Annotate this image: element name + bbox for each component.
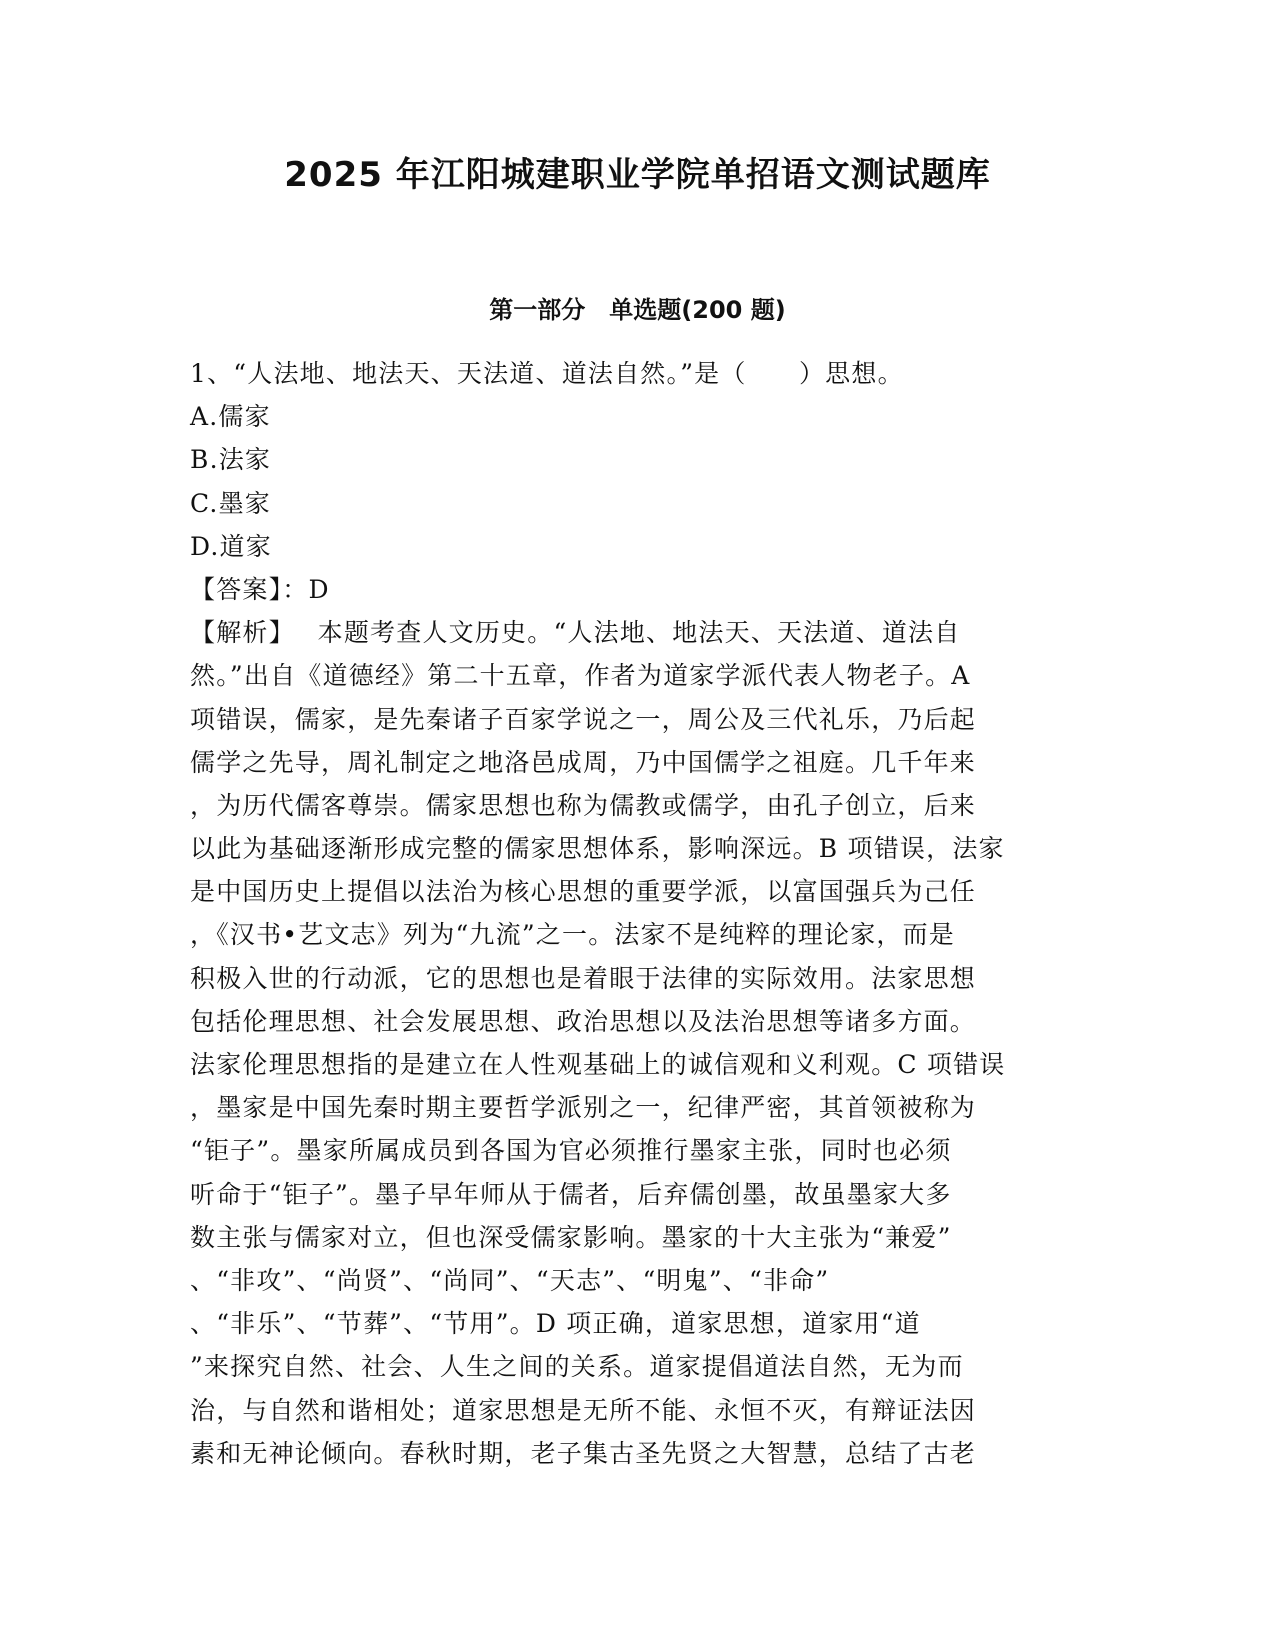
analysis-line: 、“非攻”、“尚贤”、“尚同”、“天志”、“明鬼”、“非命” [190, 1265, 830, 1295]
analysis-line: 项错误，儒家，是先秦诸子百家学说之一，周公及三代礼乐，乃后起 [190, 704, 977, 734]
analysis-line: 以此为基础逐渐形成完整的儒家思想体系，影响深远。B 项错误，法家 [190, 834, 1005, 864]
analysis-line: 【解析】 本题考查人文历史。“人法地、地法天、天法道、道法自 [190, 618, 961, 648]
question-block [190, 352, 1090, 1475]
analysis-line: 法家伦理思想指的是建立在人性观基础上的诚信观和义利观。C 项错误 [190, 1050, 1006, 1079]
analysis-line: 听命于“钜子”。墨子早年师从于儒者，后弃儒创墨，故虽墨家大多 [190, 1179, 952, 1209]
analysis-line: ”来探究自然、社会、人生之间的关系。道家提倡道法自然，无为而 [190, 1352, 964, 1382]
analysis-line: ，墨家是中国先秦时期主要哲学派别之一，纪律严密，其首领被称为 [190, 1093, 977, 1123]
option-b: B.法家 [190, 445, 272, 475]
option-c: C.墨家 [190, 488, 271, 518]
analysis-block [190, 611, 1090, 1475]
analysis-line: 儒学之先导，周礼制定之地洛邑成周，乃中国儒学之祖庭。几千年来 [190, 747, 977, 777]
analysis-line: ，《汉书•艺文志》列为“九流”之一。法家不是纯粹的理论家，而是 [190, 920, 956, 950]
analysis-line: 然。”出自《道德经》第二十五章，作者为道家学派代表人物老子。A [190, 661, 971, 691]
analysis-line: 治，与自然和谐相处；道家思想是无所不能、永恒不灭，有辩证法因 [190, 1395, 977, 1425]
question-stem: 1、“人法地、地法天、天法道、道法自然。”是（ ）思想。 [190, 359, 904, 388]
section-title: 第一部分 单选题(200 题) [489, 296, 786, 324]
analysis-line: 素和无神论倾向。春秋时期，老子集古圣先贤之大智慧，总结了古老 [190, 1438, 977, 1468]
document-title: 2025 年江阳城建职业学院单招语文测试题库 [284, 155, 991, 195]
analysis-line: ，为历代儒客尊崇。儒家思想也称为儒教或儒学，由孔子创立，后来 [190, 790, 977, 820]
analysis-line: 、“非乐”、“节葬”、“节用”。D 项正确，道家思想，道家用“道 [190, 1309, 921, 1339]
answer-line: 【答案】：D [190, 574, 330, 604]
analysis-line: 数主张与儒家对立，但也深受儒家影响。墨家的十大主张为“兼爱” [190, 1222, 952, 1252]
analysis-line: 包括伦理思想、社会发展思想、政治思想以及法治思想等诸多方面。 [190, 1006, 977, 1036]
analysis-line: “钜子”。墨家所属成员到各国为官必须推行墨家主张，同时也必须 [190, 1136, 952, 1166]
analysis-line: 积极入世的行动派，它的思想也是着眼于法律的实际效用。法家思想 [190, 963, 977, 993]
analysis-line: 是中国历史上提倡以法治为核心思想的重要学派，以富国强兵为己任 [190, 877, 977, 907]
option-d: D.道家 [190, 531, 272, 561]
option-a: A.儒家 [190, 402, 271, 432]
